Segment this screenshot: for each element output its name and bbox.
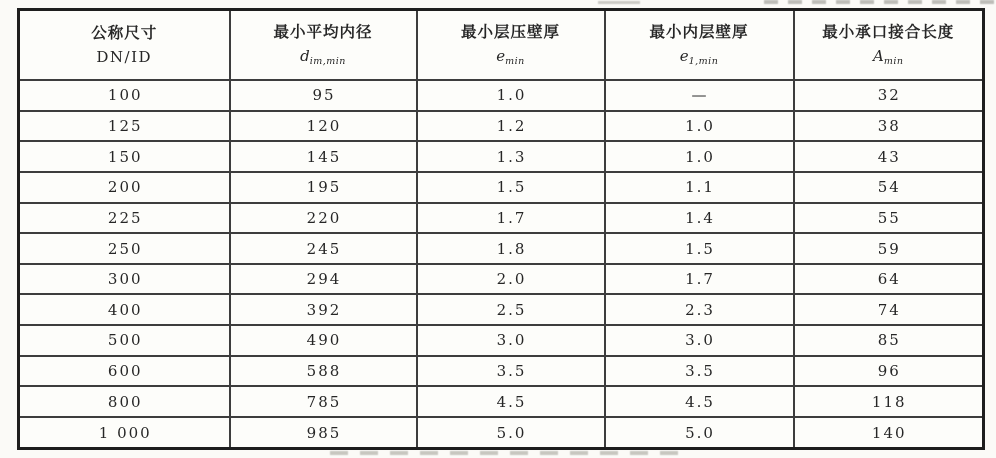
table-row	[19, 356, 984, 387]
table-cell: 1.3	[417, 141, 605, 172]
table-cell: 1.0	[605, 111, 794, 142]
table-row	[19, 386, 984, 417]
column-header-0	[19, 10, 230, 81]
table-cell: 785	[230, 386, 417, 417]
symbol-letter: e	[496, 46, 506, 65]
table-cell: 490	[230, 325, 417, 356]
symbol-subscript: im,min	[309, 55, 346, 67]
table-cell: 2.5	[417, 294, 605, 325]
table-cell: 59	[794, 233, 984, 264]
table-cell: 300	[19, 264, 230, 295]
table-cell: 1.7	[605, 264, 794, 295]
table-row	[19, 141, 984, 172]
table-row	[19, 233, 984, 264]
column-title: 公称尺寸	[91, 23, 158, 42]
table-cell: 392	[230, 294, 417, 325]
column-symbol	[418, 46, 604, 67]
column-symbol	[795, 46, 983, 67]
table-cell: 2.3	[605, 294, 794, 325]
table-row	[19, 417, 984, 448]
table-cell: 3.5	[417, 356, 605, 387]
table-cell: 85	[794, 325, 984, 356]
table-cell: 1.5	[417, 172, 605, 203]
table-body	[19, 80, 984, 449]
table-cell: 3.5	[605, 356, 794, 387]
table-cell: 118	[794, 386, 984, 417]
table-cell: 74	[794, 294, 984, 325]
table-row	[19, 264, 984, 295]
scan-artifact-top-right	[764, 0, 994, 4]
table-cell: 95	[230, 80, 417, 111]
table-cell: 5.0	[605, 417, 794, 448]
column-header-3	[605, 10, 794, 81]
symbol-subscript: min	[883, 55, 904, 67]
table-cell: 43	[794, 141, 984, 172]
table-cell: 600	[19, 356, 230, 387]
table-cell: 500	[19, 325, 230, 356]
table-cell: —	[605, 80, 794, 111]
table-cell: 2.0	[417, 264, 605, 295]
table-cell: 1.5	[605, 233, 794, 264]
table-cell: 4.5	[417, 386, 605, 417]
table-header-row	[19, 10, 984, 81]
table-cell: 195	[230, 172, 417, 203]
table-cell: 140	[794, 417, 984, 448]
table-cell: 1 000	[19, 417, 230, 448]
table-cell: 5.0	[417, 417, 605, 448]
symbol-letter: e	[679, 46, 689, 65]
symbol-letter: A	[872, 46, 884, 65]
table-cell: 225	[19, 203, 230, 234]
table-cell: 200	[19, 172, 230, 203]
column-symbol	[231, 46, 416, 67]
pipe-dimension-spec-table	[17, 8, 985, 450]
table-cell: 400	[19, 294, 230, 325]
column-title: 最小层压壁厚	[460, 22, 560, 41]
table-cell: 1.2	[417, 111, 605, 142]
table-cell: 1.1	[605, 172, 794, 203]
table-row	[19, 80, 984, 111]
table-row	[19, 111, 984, 142]
table-cell: 1.7	[417, 203, 605, 234]
column-header-4	[794, 10, 984, 81]
symbol-subscript: min	[505, 55, 525, 67]
column-symbol: DN/ID	[96, 48, 153, 67]
column-header-2	[417, 10, 605, 81]
table-cell: 125	[19, 111, 230, 142]
table-cell: 3.0	[417, 325, 605, 356]
table-cell: 985	[230, 417, 417, 448]
table-cell: 64	[794, 264, 984, 295]
table-row	[19, 294, 984, 325]
table-row	[19, 325, 984, 356]
table-cell: 294	[230, 264, 417, 295]
column-title: 最小内层壁厚	[649, 22, 749, 41]
table-cell: 1.0	[605, 141, 794, 172]
table-cell: 250	[19, 233, 230, 264]
table-cell: 245	[230, 233, 417, 264]
table-cell: 1.4	[605, 203, 794, 234]
table-cell: 38	[794, 111, 984, 142]
table-cell: 1.0	[417, 80, 605, 111]
column-title: 最小平均内径	[273, 22, 373, 41]
scan-artifact-top-left	[598, 1, 640, 4]
column-title: 最小承口接合长度	[822, 22, 955, 41]
table-cell: 3.0	[605, 325, 794, 356]
symbol-letter: d	[300, 46, 310, 65]
table-header-row-container	[19, 10, 984, 81]
table-cell: 1.8	[417, 233, 605, 264]
scan-artifact-bottom	[330, 451, 680, 455]
table-cell: 150	[19, 141, 230, 172]
table-cell: 32	[794, 80, 984, 111]
table-cell: 55	[794, 203, 984, 234]
column-symbol	[606, 46, 793, 67]
table-cell: 54	[794, 172, 984, 203]
table-row	[19, 203, 984, 234]
table-cell: 100	[19, 80, 230, 111]
table-cell: 800	[19, 386, 230, 417]
table-cell: 96	[794, 356, 984, 387]
column-header-1	[230, 10, 417, 81]
table-cell: 4.5	[605, 386, 794, 417]
symbol-subscript: 1,min	[688, 55, 719, 67]
table-cell: 588	[230, 356, 417, 387]
table-cell: 145	[230, 141, 417, 172]
table-cell: 220	[230, 203, 417, 234]
table-row	[19, 172, 984, 203]
table-cell: 120	[230, 111, 417, 142]
